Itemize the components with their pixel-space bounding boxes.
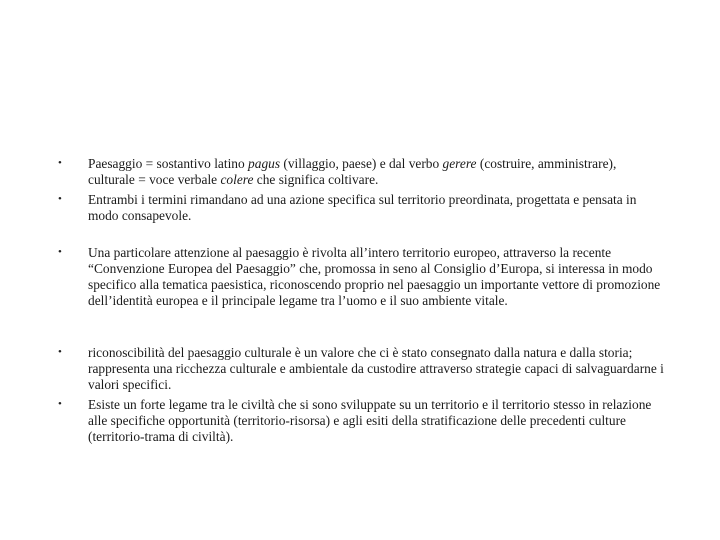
italic-term-pagus: pagus (248, 156, 281, 171)
bullet-dot-icon: • (58, 246, 62, 258)
bullet-text: Una particolare attenzione al paesaggio è rivolta all’intero territorio europeo, attraverso la recente “Convenzione Europea del Paesaggio” che, promossa in seno al Consiglio d’Europa, si interessa in modo specifico alla tematica paesistica, riconoscendo proprio nel paesaggio un importante vettore di promozione dell’identità europea e il principale legame tra l’uomo e il suo ambiente vitale. (88, 245, 661, 308)
bullet-dot-icon: • (58, 346, 62, 358)
bullet-group-etymology (58, 156, 664, 224)
bullet-item-paesaggio-definition (58, 156, 664, 188)
bullet-item-convenzione-europea (58, 245, 664, 309)
bullet-text: Entrambi i termini rimandano ad una azione specifica sul territorio preordinata, progettata e pensata in modo consapevole. (88, 191, 637, 223)
bullet-dot-icon: • (58, 157, 62, 169)
bullet-dot-icon: • (58, 192, 62, 205)
text-segment: che significa coltivare. (253, 171, 379, 187)
text-segment: Paesaggio = sostantivo latino (88, 156, 249, 171)
bullet-dot-icon: • (58, 397, 62, 410)
text-segment: (villaggio, paese) e dal verbo (280, 156, 443, 171)
text-segment: (costruire, amministrare), culturale = voce verbale (88, 156, 617, 187)
bullet-item-legame-civilta (58, 397, 664, 445)
italic-term-gerere: gerere (442, 156, 477, 171)
bullet-text: riconoscibilità del paesaggio culturale è un valore che ci è stato consegnato dalla natura e dalla storia; rappresenta una ricchezza culturale e ambientale da custodire attraverso strategie capaci di salvaguardarne i valori specifici. (88, 345, 664, 392)
bullet-text (88, 156, 616, 187)
bullet-item-riconoscibilita (58, 345, 664, 393)
bullet-group-convenzione (58, 245, 664, 309)
italic-term-colere: colere (220, 171, 254, 187)
bullet-text: Esiste un forte legame tra le civiltà che si sono sviluppate su un territorio e il territorio stesso in relazione alle specifiche opportunità (territorio-risorsa) e agli esiti della stratificazione delle precedenti culture (territorio-trama di civiltà). (88, 396, 652, 444)
bullet-item-entrambi (58, 192, 664, 224)
bullet-group-riconoscibilita (58, 345, 664, 444)
